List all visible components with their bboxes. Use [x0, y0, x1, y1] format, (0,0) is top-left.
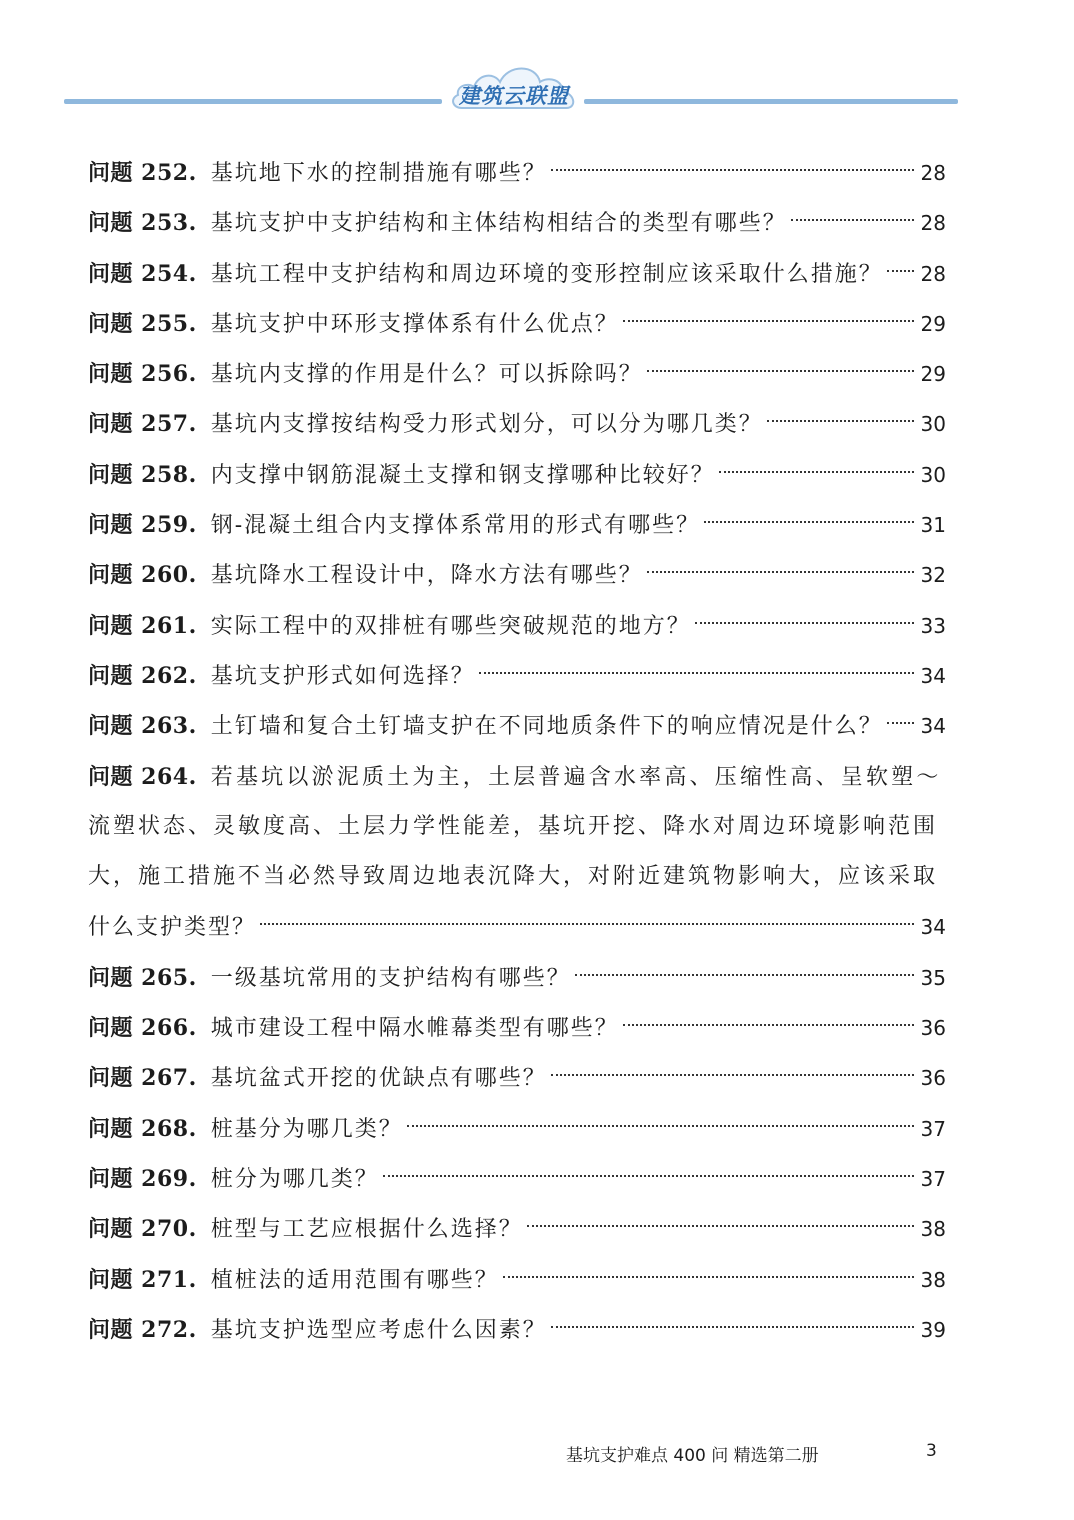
question-title: 基坑支护中支护结构和主体结构相结合的类型有哪些？	[210, 211, 787, 237]
toc-entry[interactable]	[88, 349, 946, 399]
toc-entry[interactable]	[88, 148, 946, 198]
question-title: 土钉墙和复合土钉墙支护在不同地质条件下的响应情况是什么？	[210, 714, 883, 740]
toc-entry[interactable]	[88, 601, 946, 651]
question-title: 植桩法的适用范围有哪些？	[210, 1267, 499, 1293]
question-title: 基坑支护选型应考虑什么因素？	[210, 1317, 547, 1343]
question-number: 问题 266.	[88, 1015, 197, 1042]
question-number: 问题 254.	[88, 260, 197, 287]
toc-entry[interactable]	[88, 450, 946, 500]
dot-leader	[551, 169, 914, 171]
question-number: 问题 259.	[88, 512, 197, 539]
question-title: 基坑降水工程设计中，降水方法有哪些？	[210, 563, 643, 589]
page-number: 34	[920, 714, 946, 739]
logo	[448, 58, 580, 114]
page-header	[0, 0, 1074, 120]
footer-book-title: 基坑支护难点 400 问 精选第二册	[566, 1446, 819, 1466]
toc-entry[interactable]	[88, 1053, 946, 1103]
page-number: 36	[920, 1066, 946, 1091]
page-footer	[0, 1441, 1074, 1471]
question-title: 桩基分为哪几类？	[210, 1116, 403, 1142]
page-number: 33	[920, 613, 946, 638]
table-of-contents	[88, 148, 946, 1355]
question-title-continued: 大，施工措施不当必然导致周边地表沉降大，对附近建筑物影响大，应该采取	[88, 864, 939, 890]
page-number: 39	[920, 1317, 946, 1342]
question-number: 问题 252.	[88, 160, 197, 186]
dot-leader	[791, 219, 914, 221]
question-number: 问题 265.	[88, 964, 197, 991]
toc-entry[interactable]	[88, 1104, 946, 1154]
question-title: 基坑盆式开挖的优缺点有哪些？	[210, 1066, 547, 1092]
page-number: 30	[920, 462, 946, 487]
question-number: 问题 258.	[88, 461, 197, 488]
header-rule-right	[584, 99, 958, 104]
dot-leader	[407, 1125, 914, 1127]
toc-entry[interactable]	[88, 299, 946, 349]
dot-leader	[383, 1175, 914, 1177]
page-number: 28	[920, 211, 946, 236]
dot-leader	[887, 722, 914, 724]
toc-entry[interactable]	[88, 701, 946, 751]
question-title: 桩型与工艺应根据什么选择？	[210, 1217, 523, 1243]
toc-entry[interactable]	[88, 1255, 946, 1305]
question-number: 问题 260.	[88, 562, 197, 589]
dot-leader	[575, 974, 914, 976]
page-number: 36	[920, 1016, 946, 1041]
toc-entry[interactable]	[88, 1305, 946, 1355]
dot-leader	[503, 1276, 914, 1278]
dot-leader	[260, 923, 914, 925]
page-number: 30	[920, 412, 946, 437]
page-number: 28	[920, 161, 946, 185]
page-number: 34	[920, 915, 946, 940]
page-number: 31	[920, 513, 946, 538]
question-title: 桩分为哪几类？	[210, 1166, 379, 1192]
question-number: 问题 271.	[88, 1266, 197, 1293]
question-title: 基坑地下水的控制措施有哪些？	[210, 161, 547, 186]
page-number: 37	[920, 1166, 946, 1191]
toc-entry[interactable]	[88, 1154, 946, 1204]
question-number: 问题 256.	[88, 361, 197, 388]
question-title: 基坑内支撑按结构受力形式划分，可以分为哪几类？	[210, 412, 763, 438]
question-number: 问题 261.	[88, 612, 197, 639]
dot-leader	[551, 1326, 914, 1328]
dot-leader	[887, 270, 914, 272]
question-number: 问题 253.	[88, 210, 197, 237]
page-number: 38	[920, 1217, 946, 1242]
question-number: 问题 263.	[88, 713, 197, 740]
header-rule-left	[64, 99, 442, 104]
dot-leader	[647, 370, 914, 372]
question-title-continued: 流塑状态、灵敏度高、土层力学性能差，基坑开挖、降水对周边环境影响范围	[88, 813, 939, 839]
dot-leader	[767, 420, 914, 422]
page-number: 32	[920, 563, 946, 588]
dot-leader	[623, 320, 914, 322]
dot-leader	[551, 1074, 914, 1076]
question-title: 基坑支护形式如何选择？	[210, 663, 475, 689]
toc-entry[interactable]	[88, 1204, 946, 1254]
page-number: 28	[920, 261, 946, 286]
toc-entry[interactable]	[88, 198, 946, 248]
page-number: 29	[920, 362, 946, 387]
toc-entry[interactable]	[88, 1003, 946, 1053]
toc-entry[interactable]	[88, 550, 946, 600]
question-number: 问题 268.	[88, 1115, 197, 1142]
logo-text: 建筑云联盟	[459, 84, 569, 108]
question-title-continued: 什么支护类型？	[88, 915, 257, 941]
question-title: 实际工程中的双排桩有哪些突破规范的地方？	[210, 613, 691, 639]
dot-leader	[527, 1225, 914, 1227]
dot-leader	[695, 622, 914, 624]
question-number: 问题 272.	[88, 1316, 197, 1343]
question-title: 内支撑中钢筋混凝土支撑和钢支撑哪种比较好？	[210, 462, 715, 488]
dot-leader	[623, 1024, 914, 1026]
question-title: 一级基坑常用的支护结构有哪些？	[210, 965, 571, 991]
question-title: 基坑内支撑的作用是什么？可以拆除吗？	[210, 362, 643, 388]
toc-entry[interactable]	[88, 752, 946, 953]
page-number: 34	[920, 663, 946, 688]
dot-leader	[704, 521, 914, 523]
question-title: 若基坑以淤泥质土为主，土层普遍含水率高、压缩性高、呈软塑～	[210, 764, 942, 790]
question-number: 问题 255.	[88, 310, 197, 337]
question-number: 问题 257.	[88, 411, 197, 438]
question-number: 问题 264.	[88, 763, 197, 790]
dot-leader	[719, 471, 914, 473]
question-number: 问题 269.	[88, 1165, 197, 1192]
page-number: 35	[920, 965, 946, 990]
question-number: 问题 267.	[88, 1065, 197, 1092]
page-number: 37	[920, 1116, 946, 1141]
question-title: 基坑工程中支护结构和周边环境的变形控制应该采取什么措施？	[210, 261, 883, 287]
dot-leader	[479, 672, 914, 674]
toc-entry[interactable]	[88, 651, 946, 701]
question-title: 城市建设工程中隔水帷幕类型有哪些？	[210, 1016, 619, 1042]
toc-entry[interactable]	[88, 399, 946, 449]
question-number: 问题 270.	[88, 1216, 197, 1243]
page-number: 29	[920, 311, 946, 336]
toc-entry[interactable]	[88, 249, 946, 299]
page-number: 38	[920, 1267, 946, 1292]
toc-entry[interactable]	[88, 953, 946, 1003]
question-number: 问题 262.	[88, 662, 197, 689]
dot-leader	[647, 571, 914, 573]
toc-entry[interactable]	[88, 500, 946, 550]
footer-page-number: 3	[926, 1441, 937, 1461]
question-title: 钢-混凝土组合内支撑体系常用的形式有哪些？	[210, 513, 701, 539]
question-title: 基坑支护中环形支撑体系有什么优点？	[210, 311, 619, 337]
